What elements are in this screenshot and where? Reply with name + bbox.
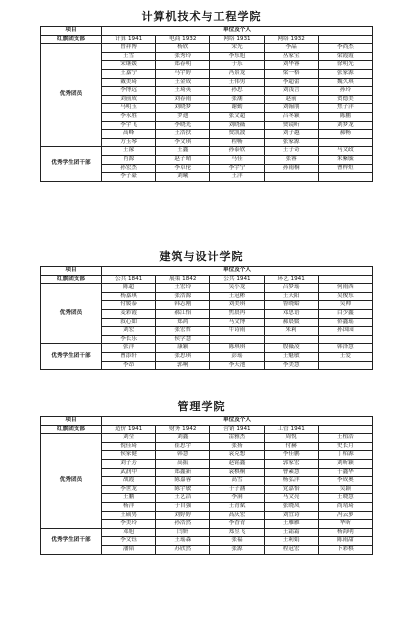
name-cell: 李子豪	[102, 173, 156, 182]
name-cell: 张潮	[210, 95, 264, 104]
name-cell: 刘鑫	[156, 434, 210, 443]
name-cell: 马佳	[210, 155, 264, 164]
header-project: 项目	[41, 417, 102, 426]
branch-class: 网络 1931	[210, 35, 264, 44]
name-cell: 闫妍	[156, 528, 210, 537]
name-cell: 王宏玲	[156, 284, 210, 293]
name-cell: 王鑫	[156, 147, 210, 156]
section-title: 管理学院	[177, 400, 226, 413]
name-cell: 李文钰	[102, 537, 156, 546]
name-cell: 郝晨媛	[264, 318, 318, 327]
name-cell: 马文博	[210, 318, 264, 327]
name-cell: 侨鑫瑶	[318, 318, 372, 327]
name-cell: 于鑫华	[318, 468, 372, 477]
name-cell: 曾祥博	[102, 44, 156, 53]
name-cell: 雷雅杰	[210, 434, 264, 443]
category-label: 优秀团员	[41, 434, 102, 529]
name-cell: 方玉琴	[102, 138, 156, 147]
name-cell: 冯景龙	[210, 69, 264, 78]
name-cell: 李永胜	[102, 112, 156, 121]
name-cell: 潘韬	[102, 545, 156, 554]
name-cell: 杨洋	[102, 502, 156, 511]
name-cell: 赵前	[264, 95, 318, 104]
name-cell: 郑鑫新	[156, 468, 210, 477]
name-cell: 张家源	[318, 69, 372, 78]
branch-class: 公共 1941	[210, 275, 264, 284]
name-cell: 王霜霜	[264, 528, 318, 537]
name-cell: 张扬	[210, 442, 264, 451]
name-cell: 吕冬颖	[264, 112, 318, 121]
name-cell: 孙宏杰	[102, 164, 156, 173]
branch-row	[41, 425, 373, 434]
header-unit: 单位及个人	[102, 27, 373, 36]
name-cell: 李晶	[264, 44, 318, 53]
empty-cell	[318, 138, 372, 147]
name-cell: 王晓慧	[318, 494, 372, 503]
name-cell: 张福	[210, 537, 264, 546]
name-cell: 刘婷婷	[156, 511, 210, 520]
name-cell: 宋继媛	[102, 61, 156, 70]
name-cell: 焦子洋	[318, 104, 372, 113]
name-cell: 刘前成	[102, 95, 156, 104]
name-cell: 于子涵	[210, 485, 264, 494]
name-cell: 肖源	[102, 155, 156, 164]
name-cell: 李美慧	[264, 361, 318, 370]
header-project: 项目	[41, 27, 102, 36]
name-cell: 丛家宝	[264, 52, 318, 61]
name-cell: 郑春明	[156, 61, 210, 70]
name-cell: 马文亮	[264, 494, 318, 503]
name-cell: 袁棋桐	[210, 468, 264, 477]
name-cell: 王雁雁	[264, 520, 318, 529]
section-title: 建筑与设计学院	[159, 250, 244, 263]
name-cell: 杨海明	[318, 528, 372, 537]
category-label: 优秀团员	[41, 44, 102, 147]
name-cell: 王濛	[102, 147, 156, 156]
name-cell: 白少鑫	[318, 309, 372, 318]
name-cell: 郑鸿	[156, 318, 210, 327]
name-cell: 李洞	[210, 494, 264, 503]
name-cell: 张文超	[210, 112, 264, 121]
branch-class: 工管 1941	[264, 425, 318, 434]
name-cell: 刘翰朋	[264, 104, 318, 113]
branch-class: 公共 1841	[102, 275, 156, 284]
table-row	[41, 44, 373, 53]
name-cell: 刘春雨	[156, 95, 210, 104]
empty-cell	[318, 173, 372, 182]
name-cell: 华昕	[318, 520, 372, 529]
name-cell: 邓旭	[102, 528, 156, 537]
name-cell: 陈超	[102, 284, 156, 293]
name-cell: 郭响	[156, 361, 210, 370]
name-cell: 贾镜昕	[264, 121, 318, 130]
name-cell: 孙泰欣	[210, 147, 264, 156]
name-cell: 付赫	[264, 442, 318, 451]
name-cell: 程畅	[210, 138, 264, 147]
name-cell: 史长月	[318, 442, 372, 451]
name-cell: 李世龙	[102, 485, 156, 494]
name-cell: 张宏哲	[156, 327, 210, 336]
name-cell: 张秀玲	[156, 52, 210, 61]
name-cell: 何雨西	[318, 284, 372, 293]
name-cell: 李东旭	[210, 52, 264, 61]
table-row	[41, 147, 373, 156]
branch-label: 红旗团支部	[41, 275, 102, 284]
name-cell: 张洋	[102, 344, 156, 353]
header-unit: 单位及个人	[102, 417, 373, 426]
name-cell: 李昂	[102, 361, 156, 370]
name-cell: 焦晨冉	[210, 309, 264, 318]
table-row	[41, 344, 373, 353]
name-cell: 杨弘洋	[264, 477, 318, 486]
name-cell: 战霞	[102, 477, 156, 486]
name-cell: 于自强	[156, 502, 210, 511]
name-cell: 崔思宇	[156, 442, 210, 451]
name-cell: 郝江怡	[156, 309, 210, 318]
name-cell: 孙浩然	[156, 520, 210, 529]
name-cell: 冯云萝	[318, 511, 372, 520]
header-unit: 单位及个人	[102, 267, 373, 276]
name-cell: 吴帅	[318, 301, 372, 310]
award-table	[40, 26, 373, 182]
name-cell: 赵子晴	[156, 155, 210, 164]
name-cell: 王嘉宁	[102, 69, 156, 78]
name-cell: 武润中	[102, 468, 156, 477]
name-cell: 尚靖琦	[318, 502, 372, 511]
name-cell: 刘曦	[156, 173, 210, 182]
name-cell: 刘子芳	[102, 459, 156, 468]
name-cell: 李宇宁	[210, 164, 264, 173]
name-cell: 彭瑶	[210, 352, 264, 361]
name-cell: 王洋	[210, 173, 264, 182]
name-cell: 郑昱飞	[210, 528, 264, 537]
name-cell: 戴美琦	[102, 78, 156, 87]
name-cell: 马明玉	[102, 104, 156, 113]
name-cell: 李博远	[102, 87, 156, 96]
name-cell: 刘浅言	[264, 87, 318, 96]
branch-class: 营销 1941	[210, 425, 264, 434]
header-row	[41, 417, 373, 426]
name-cell: 贺德美	[318, 95, 372, 104]
name-cell: 殷薇凌	[264, 344, 318, 353]
name-cell: 周悦	[264, 434, 318, 443]
name-cell: 李天池	[210, 361, 264, 370]
name-cell: 党嘉怡	[264, 485, 318, 494]
category-label: 优秀学生团干部	[41, 147, 102, 181]
name-cell: 陈雨甜	[318, 537, 372, 546]
name-cell: 陈琪琪	[210, 344, 264, 353]
name-cell: 曹梓烜	[318, 164, 372, 173]
name-cell: 李文琪	[156, 138, 210, 147]
award-table	[40, 416, 373, 555]
name-cell: 杨嘉琪	[102, 292, 156, 301]
name-cell: 王硕男	[102, 511, 156, 520]
name-cell: 王鹏	[102, 494, 156, 503]
name-cell: 梁霞霞	[318, 52, 372, 61]
name-cell: 高雪	[210, 477, 264, 486]
name-cell: 王青斌	[210, 502, 264, 511]
name-cell: 杨欣	[156, 44, 210, 53]
table-row	[41, 528, 373, 537]
section-title: 计算机技术与工程学院	[141, 10, 262, 23]
name-cell: 陈宇敏	[156, 485, 210, 494]
name-cell: 牛诗雨	[210, 327, 264, 336]
name-cell: 于乐	[210, 61, 264, 70]
name-cell: 朱莉	[264, 327, 318, 336]
empty-cell	[264, 335, 318, 344]
name-cell: 刘昕颖	[318, 459, 372, 468]
name-cell: 王爱	[318, 352, 372, 361]
name-cell: 刘晓薇	[210, 121, 264, 130]
empty-cell	[318, 35, 372, 44]
name-cell: 王雪	[102, 52, 156, 61]
branch-class: 展策 1842	[156, 275, 210, 284]
name-cell: 吴小龙	[210, 284, 264, 293]
name-cell: 张源	[210, 545, 264, 554]
name-cell: 陈嘉蓉	[156, 477, 210, 486]
name-cell: 刘华睿	[264, 61, 318, 70]
name-cell: 李香青	[210, 520, 264, 529]
name-cell: 鲁晓蛤	[264, 301, 318, 310]
empty-cell	[318, 335, 372, 344]
name-cell: 贾凯波	[210, 130, 264, 139]
name-cell: 李长乐	[102, 335, 156, 344]
name-cell: 侯家健	[102, 451, 156, 460]
name-cell: 刘梦龙	[318, 121, 372, 130]
category-label: 优秀学生团干部	[41, 528, 102, 554]
header-project: 项目	[41, 267, 102, 276]
branch-row	[41, 35, 373, 44]
name-cell: 李宇飞	[102, 121, 156, 130]
empty-cell	[318, 361, 372, 370]
name-cell: 王艺洁	[156, 494, 210, 503]
name-cell: 刘美琪	[210, 301, 264, 310]
branch-label: 红旗团支部	[41, 35, 102, 44]
name-cell: 李成奥	[318, 477, 372, 486]
name-cell: 袁克想	[210, 451, 264, 460]
name-cell: 高峰	[102, 130, 156, 139]
name-cell: 李佳鹏	[264, 451, 318, 460]
name-cell: 张浩源	[156, 292, 210, 301]
name-cell: 刘晓梦	[156, 104, 210, 113]
name-cell: 王植浩	[318, 434, 372, 443]
name-cell: 倪佳琦	[102, 442, 156, 451]
name-cell: 郭家宏	[264, 459, 318, 468]
name-cell: 王琦英	[156, 87, 210, 96]
name-cell: 王魁敏	[264, 352, 318, 361]
name-cell: 孙玲	[318, 87, 372, 96]
name-cell: 罗迪	[156, 112, 210, 121]
branch-row	[41, 275, 373, 284]
name-cell: 孙思	[210, 87, 264, 96]
name-cell: 宋光	[210, 44, 264, 53]
category-label: 优秀学生团干部	[41, 344, 102, 370]
name-cell: 赵铭鑫	[210, 459, 264, 468]
name-cell: 高振	[156, 459, 210, 468]
name-cell: 韩慧	[156, 451, 210, 460]
name-cell: 刘宜诗	[264, 511, 318, 520]
branch-class: 环艺 1941	[264, 275, 318, 284]
table-row	[41, 434, 373, 443]
branch-label: 红旗团支部	[41, 425, 102, 434]
name-cell: 张晓凤	[264, 502, 318, 511]
empty-cell	[318, 425, 372, 434]
name-cell: 王子奇	[264, 147, 318, 156]
branch-class: 计算 1941	[102, 35, 156, 44]
name-cell: 马宇婷	[156, 69, 210, 78]
name-cell: 王伟男	[210, 78, 264, 87]
name-cell: 刘子越	[264, 130, 318, 139]
name-cell: 侯学慧	[156, 335, 210, 344]
name-cell: 李卓伦	[156, 164, 210, 173]
name-cell: 李晓光	[156, 121, 210, 130]
name-cell: 韩志刚	[156, 301, 210, 310]
branch-class: 网络 1932	[264, 35, 318, 44]
name-cell: 吴俊东	[318, 292, 372, 301]
name-cell: 孙雨桐	[264, 164, 318, 173]
name-cell: 孙国园	[318, 327, 372, 336]
name-cell: 陈鹏	[318, 112, 372, 121]
branch-class: 电商 1932	[156, 35, 210, 44]
name-cell: 张思琪	[156, 352, 210, 361]
name-cell: 李美玲	[102, 520, 156, 529]
name-cell: 韩泽慧	[318, 344, 372, 353]
name-cell: 吕梦瑶	[264, 284, 318, 293]
name-cell: 张睿	[264, 155, 318, 164]
name-cell: 康颖	[156, 344, 210, 353]
branch-class: 财务 1942	[156, 425, 210, 434]
empty-cell	[210, 335, 264, 344]
name-cell: 朱紫毓	[318, 155, 372, 164]
name-cell: 程冠宏	[264, 545, 318, 554]
name-cell: 麦彩霞	[102, 309, 156, 318]
name-cell: 王金成	[156, 78, 210, 87]
name-cell: 付媛泰	[102, 301, 156, 310]
name-cell: 刘莹	[102, 434, 156, 443]
award-table	[40, 266, 373, 370]
name-cell: 王瑶森	[156, 537, 210, 546]
category-label: 优秀团员	[41, 284, 102, 344]
name-cell: 梁一格	[264, 69, 318, 78]
name-cell: 吴颖	[318, 485, 372, 494]
name-cell: 王天阳	[264, 292, 318, 301]
name-cell: 王莉娟	[264, 537, 318, 546]
empty-cell	[318, 275, 372, 284]
name-cell: 李超蕾	[264, 78, 318, 87]
name-cell: 王冠彬	[210, 292, 264, 301]
name-cell: 王浩扶	[156, 130, 210, 139]
header-row	[41, 27, 373, 36]
name-cell: 卜彩棋	[318, 545, 372, 554]
name-cell: 曹素慧	[264, 468, 318, 477]
name-cell: 曹添轩	[102, 352, 156, 361]
name-cell: 刘宏	[102, 327, 156, 336]
name-cell: 李尚杰	[318, 44, 372, 53]
name-cell: 苏欣然	[156, 545, 210, 554]
name-cell: 郝畅	[318, 130, 372, 139]
branch-class: 造价 1941	[102, 425, 156, 434]
name-cell: 谢勤	[210, 104, 264, 113]
name-cell: 丁栢源	[318, 451, 372, 460]
empty-cell	[264, 173, 318, 182]
header-row	[41, 267, 373, 276]
name-cell: 叙心如	[102, 318, 156, 327]
name-cell: 高庆宏	[210, 511, 264, 520]
table-row	[41, 284, 373, 293]
name-cell: 魏久琪	[318, 78, 372, 87]
name-cell: 张家源	[264, 138, 318, 147]
name-cell: 徐明光	[318, 61, 372, 70]
name-cell: 邓思语	[264, 309, 318, 318]
name-cell: 马文政	[318, 147, 372, 156]
